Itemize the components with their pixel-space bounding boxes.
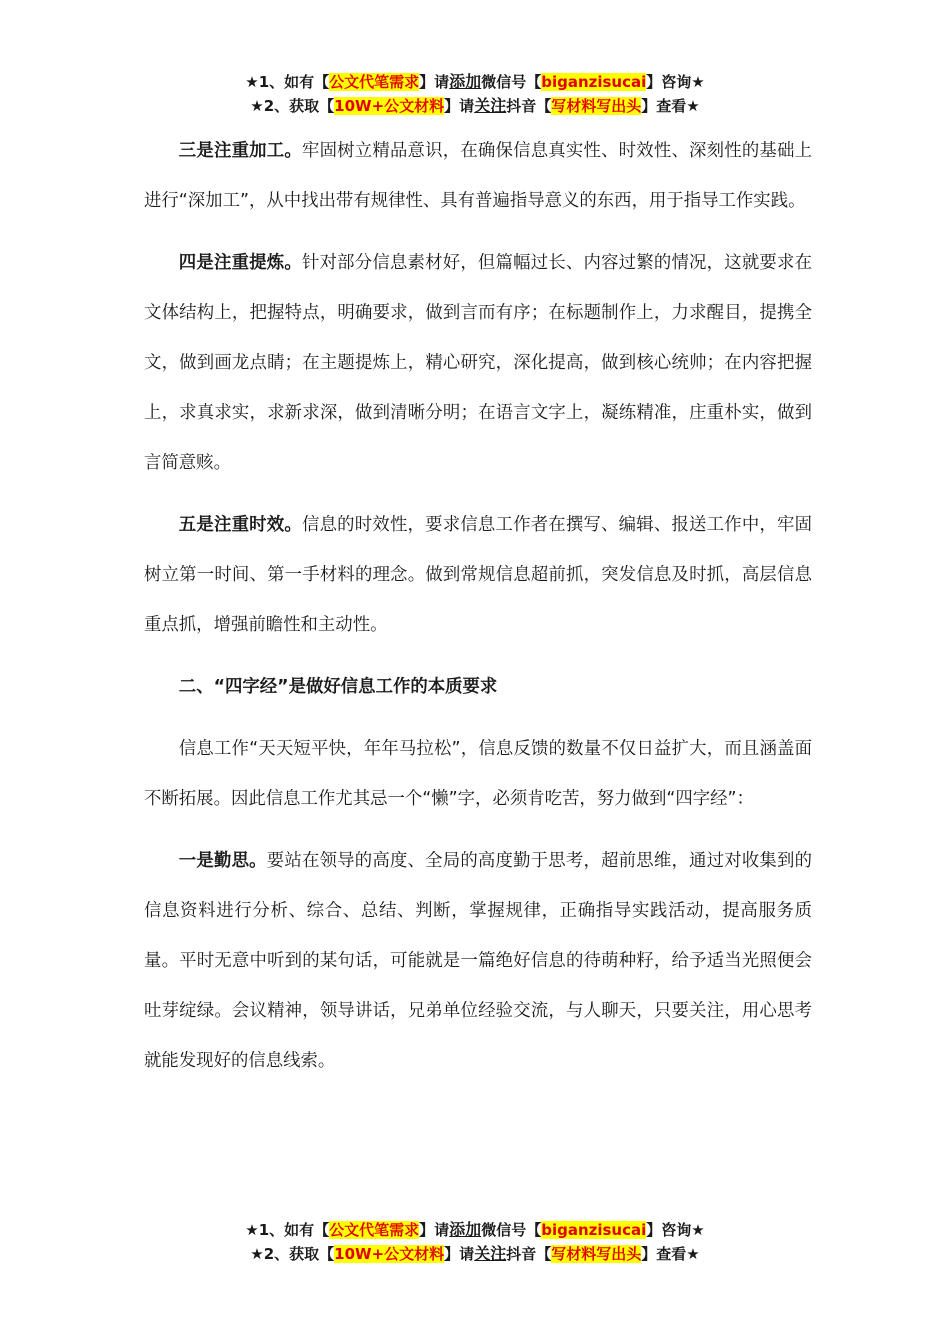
star-icon: ★ [686, 1245, 700, 1263]
highlight-wechat-id: biganzisucai [541, 1221, 647, 1239]
document-body [144, 126, 812, 1098]
highlight-douyin-account: 写材料写出头 [551, 97, 642, 115]
highlight-materials: 10W+公文材料 [334, 1245, 445, 1263]
promo-line-1: ★1、如有【公文代笔需求】请添加微信号【biganzisucai】咨询★ [245, 1220, 705, 1239]
highlight-materials: 10W+公文材料 [334, 97, 445, 115]
promo-banner-top [0, 70, 950, 118]
paragraph-lead: 三是注重加工。 [178, 141, 302, 161]
highlight-service: 公文代笔需求 [329, 73, 420, 91]
paragraph-timeliness: 五是注重时效。信息的时效性，要求信息工作者在撰写、编辑、报送工作中，牢固树立第一时间、第一手材料的理念。做到常规信息超前抓，突发信息及时抓，高层信息重点抓，增强前瞻性和主动性。 [144, 515, 812, 635]
paragraph-lead: 一是勤思。 [178, 851, 267, 871]
highlight-wechat-id: biganzisucai [541, 73, 647, 91]
highlight-service: 公文代笔需求 [329, 1221, 420, 1239]
star-icon: ★ [245, 73, 259, 91]
promo-line-2: ★2、获取【10W+公文材料】请关注抖音【写材料写出头】查看★ [250, 1244, 700, 1263]
paragraph-lead: 四是注重提炼。 [178, 253, 302, 273]
section-heading: 二、“四字经”是做好信息工作的本质要求 [178, 677, 498, 697]
highlight-douyin-account: 写材料写出头 [551, 1245, 642, 1263]
promo-banner-bottom [0, 1218, 950, 1266]
star-icon: ★ [250, 1245, 264, 1263]
star-icon: ★ [691, 1221, 705, 1239]
paragraph-processing: 三是注重加工。牢固树立精品意识，在确保信息真实性、时效性、深刻性的基础上进行“深加工”，从中找出带有规律性、具有普遍指导意义的东西，用于指导工作实践。 [144, 141, 812, 211]
paragraph-intro: 信息工作“天天短平快，年年马拉松”，信息反馈的数量不仅日益扩大，而且涵盖面不断拓展。因此信息工作尤其忌一个“懒”字，必须肯吃苦，努力做到“四字经”： [144, 739, 812, 809]
promo-line-1: ★1、如有【公文代笔需求】请添加微信号【biganzisucai】咨询★ [245, 72, 705, 91]
paragraph-diligent-thinking: 一是勤思。要站在领导的高度、全局的高度勤于思考，超前思维，通过对收集到的信息资料进行分析、综合、总结、判断，掌握规律，正确指导实践活动，提高服务质量。平时无意中听到的某句话，可能就是一篇绝好信息的待萌种籽，给予适当光照便会吐芽绽绿。会议精神，领导讲话，兄弟单位经验交流，与人聊天，只要关注，用心思考就能发现好的信息线索。 [144, 851, 812, 1071]
star-icon: ★ [250, 97, 264, 115]
paragraph-refining: 四是注重提炼。针对部分信息素材好，但篇幅过长、内容过繁的情况，这就要求在文体结构上，把握特点，明确要求，做到言而有序；在标题制作上，力求醒目，提携全文，做到画龙点睛；在主题提炼上，精心研究，深化提高，做到核心统帅；在内容把握上，求真求实，求新求深，做到清晰分明；在语言文字上，凝练精准，庄重朴实，做到言简意赅。 [144, 253, 812, 473]
star-icon: ★ [686, 97, 700, 115]
promo-line-2: ★2、获取【10W+公文材料】请关注抖音【写材料写出头】查看★ [250, 96, 700, 115]
star-icon: ★ [691, 73, 705, 91]
star-icon: ★ [245, 1221, 259, 1239]
paragraph-lead: 五是注重时效。 [178, 515, 302, 535]
